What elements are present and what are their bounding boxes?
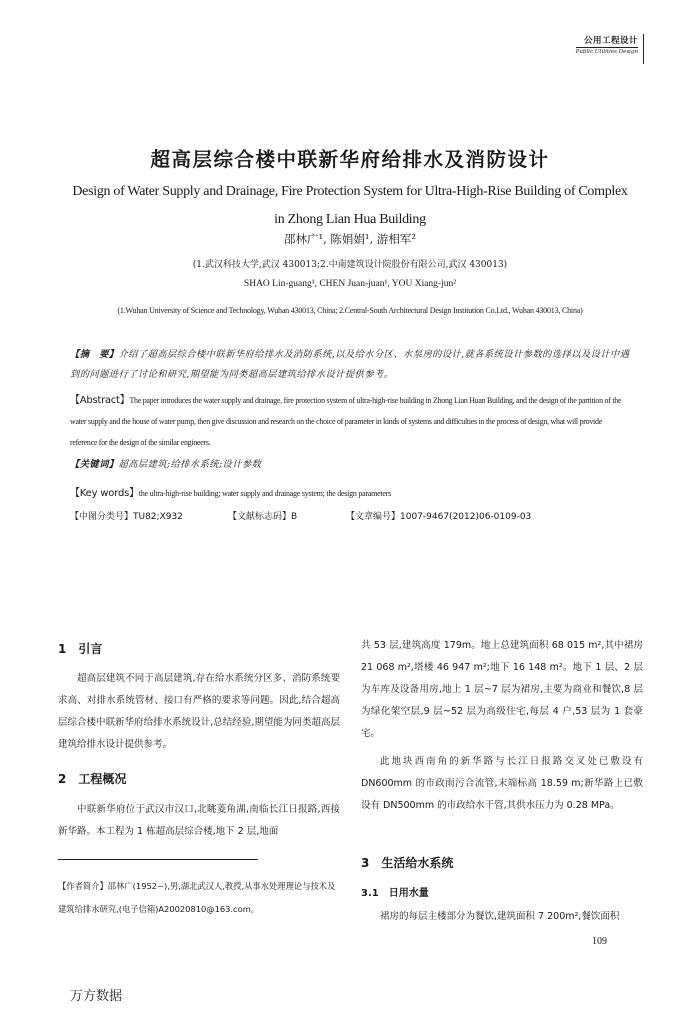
article-number: 【文章编号】1007-9467(2012)06-0109-03 <box>346 512 532 522</box>
author-footnote: 【作者简介】邵林广(1952~),男,湖北武汉人,教授,从事水处理理论与技术及建筑给排水研究,(电子信箱)A20020810@163.com。 <box>58 881 336 914</box>
paper-title-cn: 超高层综合楼中联新华府给排水及消防设计 <box>150 148 550 171</box>
keywords-en <box>70 484 630 499</box>
keywords-cn <box>70 456 630 470</box>
watermark: 万方数据 <box>70 989 123 1004</box>
affiliation-en: (1.Wuhan University of Science and Technology, Wuhan 430013, China; 2.Central-South Architectural Design Institution Co.Ltd., Wuhan 430013, China) <box>117 306 583 315</box>
keywords-en-label: 【Key words】 <box>70 488 139 499</box>
abstract-cn <box>70 345 630 385</box>
section-2-paragraph-1 <box>58 799 340 843</box>
section-2-text-2: 此地块西南角的新华路与长江日报路交叉处已敷设有 DN600mm 的市政雨污合流管,末端标高 18.59 m;新华路上已敷设有 DN500mm 的市政给水干管,其供水压力为 0.28 MPa。 <box>361 756 643 811</box>
abstract-en-label: 【Abstract】 <box>70 395 130 406</box>
footnote-rule <box>58 859 258 860</box>
authors-cn: 邵林广¹, 陈娟娟¹, 游相军² <box>284 232 416 246</box>
keywords-en-text: the ultra-high-rise building; water supply and drainage system; the design parameters <box>138 489 391 498</box>
section-1-paragraph <box>58 668 340 756</box>
section-3-1-text: 裙房的每层主楼部分为餐饮,建筑面积 7 200m²,餐饮面积 <box>380 911 620 922</box>
section-3-heading: 3 生活给水系统 <box>361 856 454 870</box>
clc-number: 【中图分类号】TU82;X932 <box>70 512 183 522</box>
journal-name-cn: 公用工程设计 <box>576 34 638 48</box>
page-number: 109 <box>592 936 607 947</box>
abstract-en <box>70 390 630 453</box>
section-1-heading: 1 引言 <box>58 642 103 656</box>
section-2-text-1-cont: 共 53 层,建筑高度 179m。地上总建筑面积 68 015 m²,其中裙房 21 068 m²,塔楼 46 947 m²;地下 16 148 m²。地下 1 层、2 层为车库及设备用房,地上 1 层~7 层为裙房,主要为商业和餐饮,8 层为绿化架空层,9 层~52 层为高级住宅,每层 4 户,53 层为 1 套豪宅。 <box>361 640 643 739</box>
paper-title-en: Design of Water Supply and Drainage, Fire Protection System for Ultra-High-Rise Building of Complex in Zhong Lian Hua Building <box>72 184 628 227</box>
abstract-cn-text: 介绍了超高层综合楼中联新华府给排水及消防系统,以及给水分区、水泵房的设计,就各系统设计参数的选择以及设计中遇到的问题进行了讨论和研究,期望能为同类超高层建筑给排水设计提供参考。 <box>70 349 630 380</box>
journal-header <box>576 34 644 64</box>
affiliation-cn: (1.武汉科技大学,武汉 430013;2.中南建筑设计院股份有限公司,武汉 430013) <box>192 260 508 270</box>
section-3-1-heading: 3.1 日用水量 <box>361 888 429 899</box>
section-2-heading: 2 工程概况 <box>58 772 127 786</box>
keywords-cn-text: 超高层建筑;给排水系统;设计参数 <box>118 459 262 470</box>
section-2-paragraph-2 <box>361 751 643 817</box>
abstract-en-text: The paper introduces the water supply and drainage, fire protection system of ultra-high-rise building in Zhong Lian Huan Building, and the design of the partition of the water supply and the house of water pump, then give discussion and research on the choice of parameter in kinds of systems and difficulties in the process of design, what will provide reference for the design of the similar engineers. <box>70 396 622 447</box>
document-code: 【文献标志码】B <box>228 512 298 522</box>
authors-en: SHAO Lin-guang¹, CHEN Juan-juan¹, YOU Xiang-jun² <box>243 279 457 289</box>
journal-name-en: Public Utilities Design <box>575 49 638 55</box>
section-2-text-1: 中联新华府位于武汉市汉口,北眺菱角湖,南临长江日报路,西接新华路。本工程为 1 栋超高层综合楼,地下 2 层,地面 <box>58 804 340 837</box>
section-1-text: 超高层建筑不同于高层建筑,存在给水系统分区多、消防系统要求高、对排水系统管材、接口有严格的要求等问题。因此,结合超高层综合楼中联新华府给排水系统设计,总结经验,期望能为同类超高层建筑给排水设计提供参考。 <box>58 673 340 750</box>
keywords-cn-label: 【关键词】 <box>70 459 119 470</box>
section-3-1-paragraph <box>361 906 643 928</box>
abstract-cn-label: 【摘 要】 <box>70 349 119 360</box>
classification-line <box>70 509 630 522</box>
section-2-paragraph-1-cont <box>361 635 643 745</box>
